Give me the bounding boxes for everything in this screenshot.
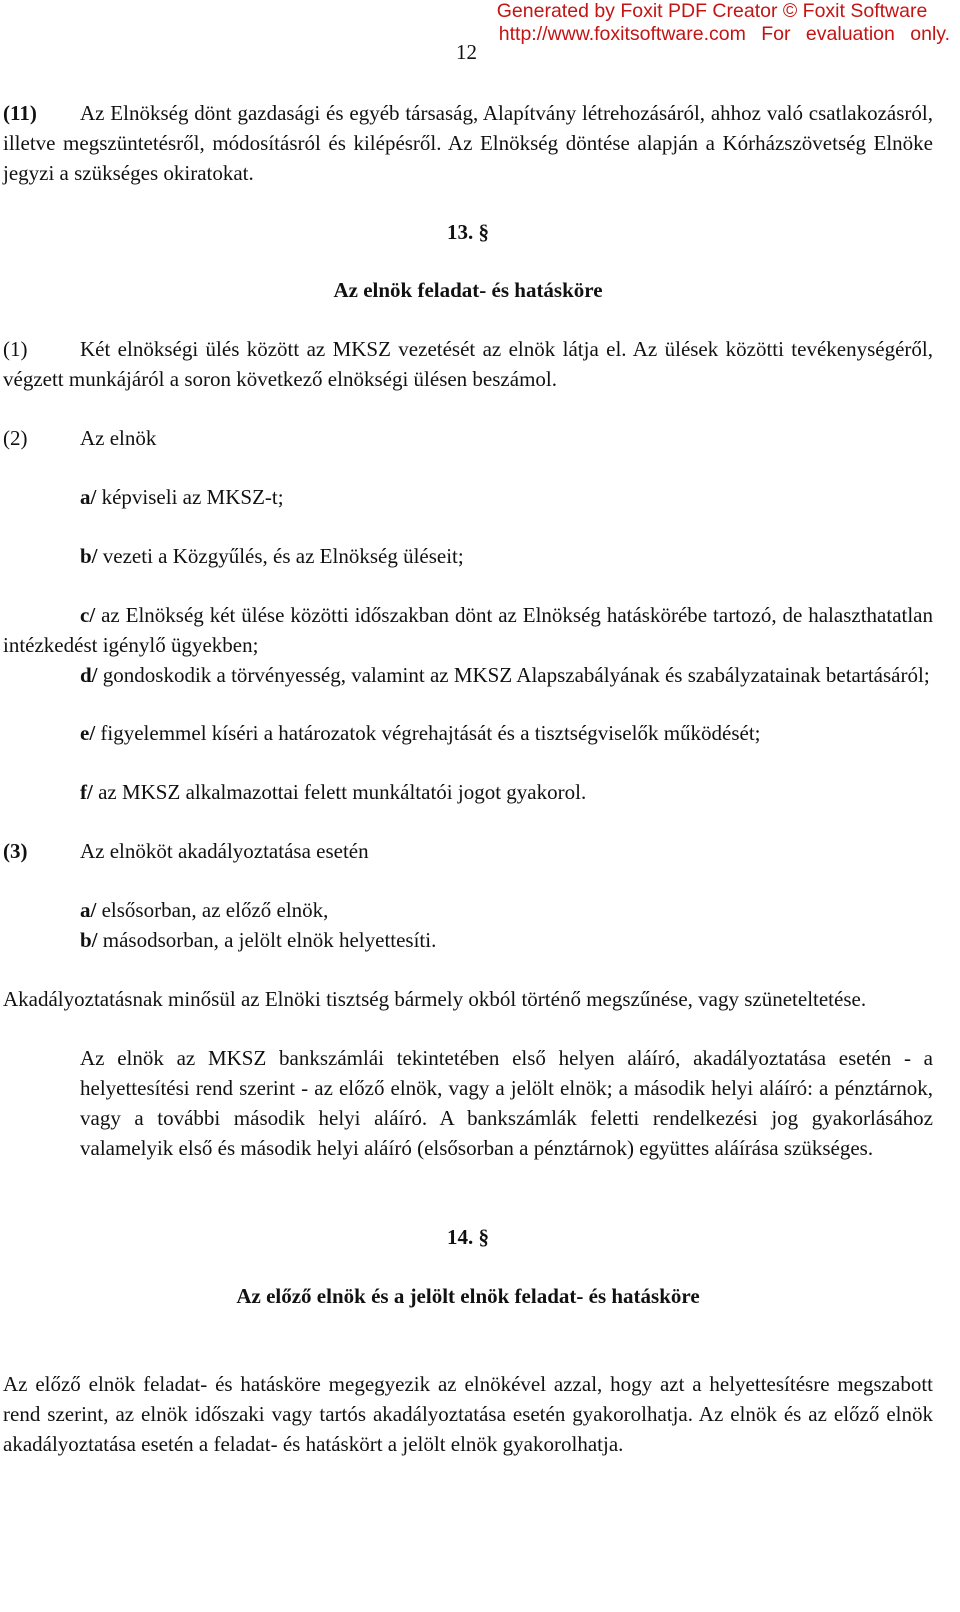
list-item-e [3, 718, 933, 748]
item-f-label: f/ [80, 780, 93, 804]
watermark-line-1: Generated by Foxit PDF Creator © Foxit Software [496, 0, 928, 22]
watermark-line-2: http://www.foxitsoftware.com For evaluation only. [498, 23, 950, 45]
item-d-text: gondoskodik a törvényesség, valamint az MKSZ Alapszabályának és szabályzatainak betartásáról; [102, 663, 930, 687]
substitute-a-label: a/ [80, 898, 97, 922]
section-13-paragraph-2 [3, 423, 933, 453]
paragraph-4-number [3, 1043, 80, 1073]
list-item-f [3, 777, 933, 807]
evaluation-watermark [497, 0, 950, 46]
section-13-paragraph-3 [3, 836, 933, 866]
list-item-b [3, 541, 933, 571]
substitute-b-text: másodsorban, a jelölt elnök helyettesíti. [102, 928, 437, 952]
paragraph-2-number: (2) [3, 426, 28, 450]
substitute-a-text: elsősorban, az előző elnök, [101, 898, 329, 922]
item-d-label: d/ [80, 663, 98, 687]
section-13-number: 13. § [447, 220, 489, 244]
section-14-title: Az előző elnök és a jelölt elnök feladat- és hatásköre [236, 1284, 700, 1308]
item-c-label: c/ [80, 603, 96, 627]
document-page [3, 98, 933, 1459]
item-b-text: vezeti a Közgyűlés, és az Elnökség üléseit; [102, 544, 464, 568]
item-f-text: az MKSZ alkalmazottai felett munkáltatói jogot gyakorol. [98, 780, 587, 804]
section-14-number: 14. § [447, 1225, 489, 1249]
item-a-text: képviseli az MKSZ-t; [101, 485, 284, 509]
section-13-paragraph-4 [3, 1043, 933, 1163]
paragraph-11 [3, 98, 933, 188]
paragraph-11-text: Az Elnökség dönt gazdasági és egyéb társaság, Alapítvány létrehozásáról, ahhoz való csatlakozásról, illetve megszüntetésről, módosításról és kilépésről. Az Elnökség döntése alapján a Kórházszövetség Elnöke jegyzi a szükséges okiratokat. [3, 101, 933, 185]
paragraph-11-number: (11) [3, 101, 37, 125]
item-b-label: b/ [80, 544, 98, 568]
section-13-paragraph-1 [3, 334, 933, 394]
paragraph-1-number: (1) [3, 337, 28, 361]
section-14-text: Az előző elnök feladat- és hatásköre megegyezik az elnökével azzal, hogy azt a helyettesítésre megszabott rend szerint, az elnök időszaki vagy tartós akadályoztatása esetén gyakorolhatja. Az elnök és az előző elnök akadályoztatása esetén a feladat- és hatáskört a jelölt elnök gyakorolhatja. [3, 1372, 933, 1456]
substitute-b-label: b/ [80, 928, 98, 952]
item-e-label: e/ [80, 721, 96, 745]
substitute-item-a [3, 895, 933, 925]
paragraph-2-intro: Az elnök [80, 426, 157, 450]
paragraph-3-number: (3) [3, 839, 28, 863]
paragraph-4-text: Az elnök az MKSZ bankszámlái tekintetében első helyen aláíró, akadályoztatása esetén - a helyettesítési rend szerint - az előző elnök, vagy a jelölt elnök; a második helyi aláíró: a pénztárnok, vagy a további második helyi aláíró. A bankszámlák feletti rendelkezési jog gyakorlásához valamelyik első és második helyi aláíró (elsősorban a pénztárnok) együttes aláírása szükséges. [80, 1046, 933, 1160]
list-item-c [3, 600, 933, 660]
paragraph-3-after: Akadályoztatásnak minősül az Elnöki tisztség bármely okból történő megszűnése, vagy szüneteltetése. [3, 987, 867, 1011]
section-13-title: Az elnök feladat- és hatásköre [333, 278, 603, 302]
paragraph-1-text: Két elnökségi ülés között az MKSZ vezetését az elnök látja el. Az ülések közötti tevékenységéről, végzett munkájáról a soron következő elnökségi ülésen beszámol. [3, 337, 933, 391]
substitute-item-b [3, 925, 933, 955]
item-c-text: az Elnökség két ülése közötti időszakban dönt az Elnökség hatáskörébe tartozó, de halaszthatatlan intézkedést igénylő ügyekben; [3, 603, 934, 657]
page-number: 12 [456, 40, 477, 64]
item-a-label: a/ [80, 485, 97, 509]
item-e-text: figyelemmel kíséri a határozatok végrehajtását és a tisztségviselők működését; [100, 721, 761, 745]
paragraph-3-intro: Az elnököt akadályoztatása esetén [80, 839, 369, 863]
list-item-d [3, 660, 933, 690]
list-item-a [3, 482, 933, 512]
